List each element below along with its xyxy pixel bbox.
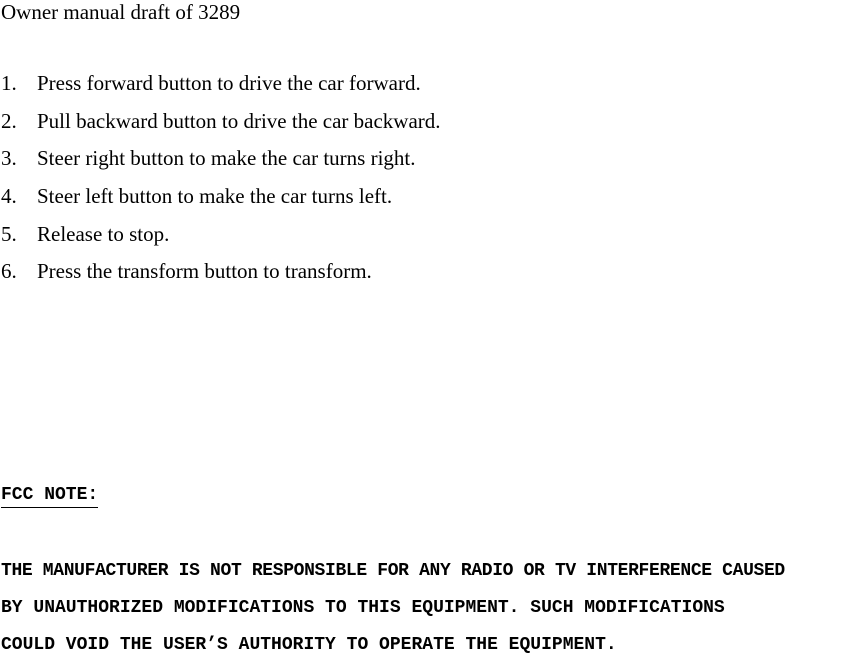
list-item-text: Press forward button to drive the car forward.: [37, 71, 421, 95]
list-item-text: Release to stop.: [37, 221, 170, 246]
fcc-note-heading: FCC NOTE:: [1, 484, 98, 508]
document-title: Owner manual draft of 3289: [1, 0, 241, 24]
list-item-number: 3.: [1, 146, 17, 171]
list-item-text: Press the transform button to transform.: [37, 259, 372, 284]
list-item-number: 2.: [1, 108, 17, 133]
fcc-note-line: THE MANUFACTURER IS NOT RESPONSIBLE FOR ANY RADIO OR TV INTERFERENCE CAUSED: [1, 561, 785, 581]
list-item-number: 4.: [1, 184, 17, 209]
fcc-note-line: BY UNAUTHORIZED MODIFICATIONS TO THIS EQUIPMENT. SUCH MODIFICATIONS: [1, 598, 725, 618]
list-item-text: Pull backward button to drive the car backward.: [37, 108, 441, 133]
fcc-note-line: COULD VOID THE USER’S AUTHORITY TO OPERATE THE EQUIPMENT.: [1, 635, 617, 655]
list-item-text: Steer right button to make the car turns right.: [37, 146, 416, 171]
list-item-number: 1.: [1, 71, 17, 95]
list-item-number: 6.: [1, 259, 17, 284]
list-item-number: 5.: [1, 221, 17, 246]
list-item-text: Steer left button to make the car turns left.: [37, 184, 393, 209]
